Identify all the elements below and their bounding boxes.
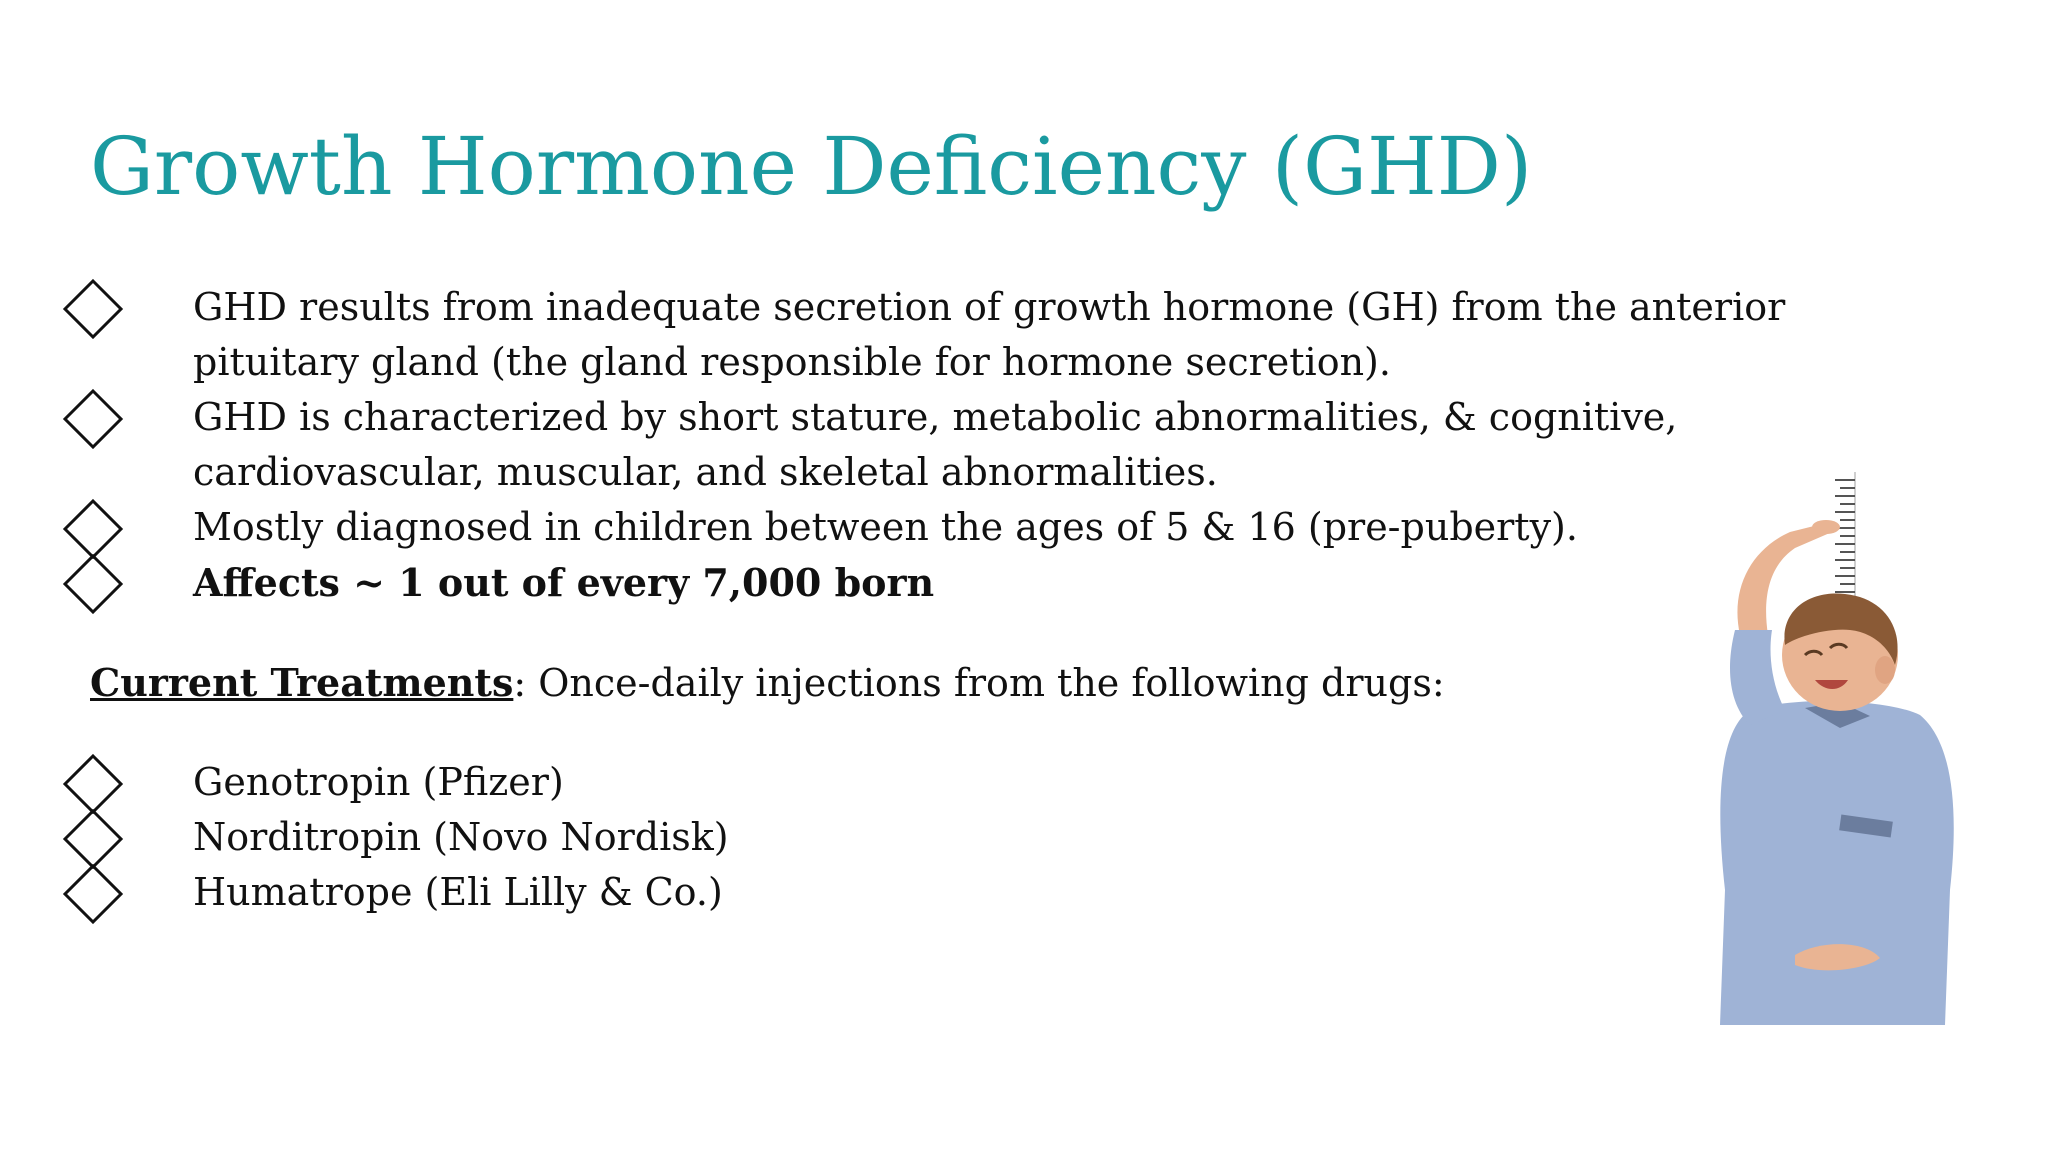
treatment-item: Genotropin (Pfizer) [193, 760, 564, 804]
bullet-item: GHD is characterized by short stature, metabolic abnormalities, & cognitive, cardiovascular, muscular, and skeletal abnormalities. [193, 395, 1678, 494]
diamond-icon [62, 753, 124, 815]
treatment-item: Humatrope (Eli Lilly & Co.) [193, 870, 723, 914]
treatments-label: Current Treatments [90, 660, 514, 705]
treatments-heading [90, 655, 1445, 711]
bullet-item: Affects ~ 1 out of every 7,000 born [193, 560, 935, 605]
diamond-icon [62, 808, 124, 870]
bullet-item: Mostly diagnosed in children between the ages of 5 & 16 (pre-puberty). [193, 505, 1578, 549]
treatment-item: Norditropin (Novo Nordisk) [193, 815, 729, 859]
treatments-text: : Once-daily injections from the following drugs: [513, 661, 1445, 705]
diamond-icon [62, 553, 124, 615]
diamond-icon [62, 278, 124, 340]
page-title: Growth Hormone Deficiency (GHD) [90, 120, 1533, 213]
diamond-icon [62, 863, 124, 925]
child-measuring-icon [1680, 470, 1980, 1030]
bullet-item: GHD results from inadequate secretion of growth hormone (GH) from the anterior pituitary gland (the gland responsible for hormone secretion). [193, 285, 1786, 384]
diamond-icon [62, 388, 124, 450]
diamond-icon [62, 498, 124, 560]
